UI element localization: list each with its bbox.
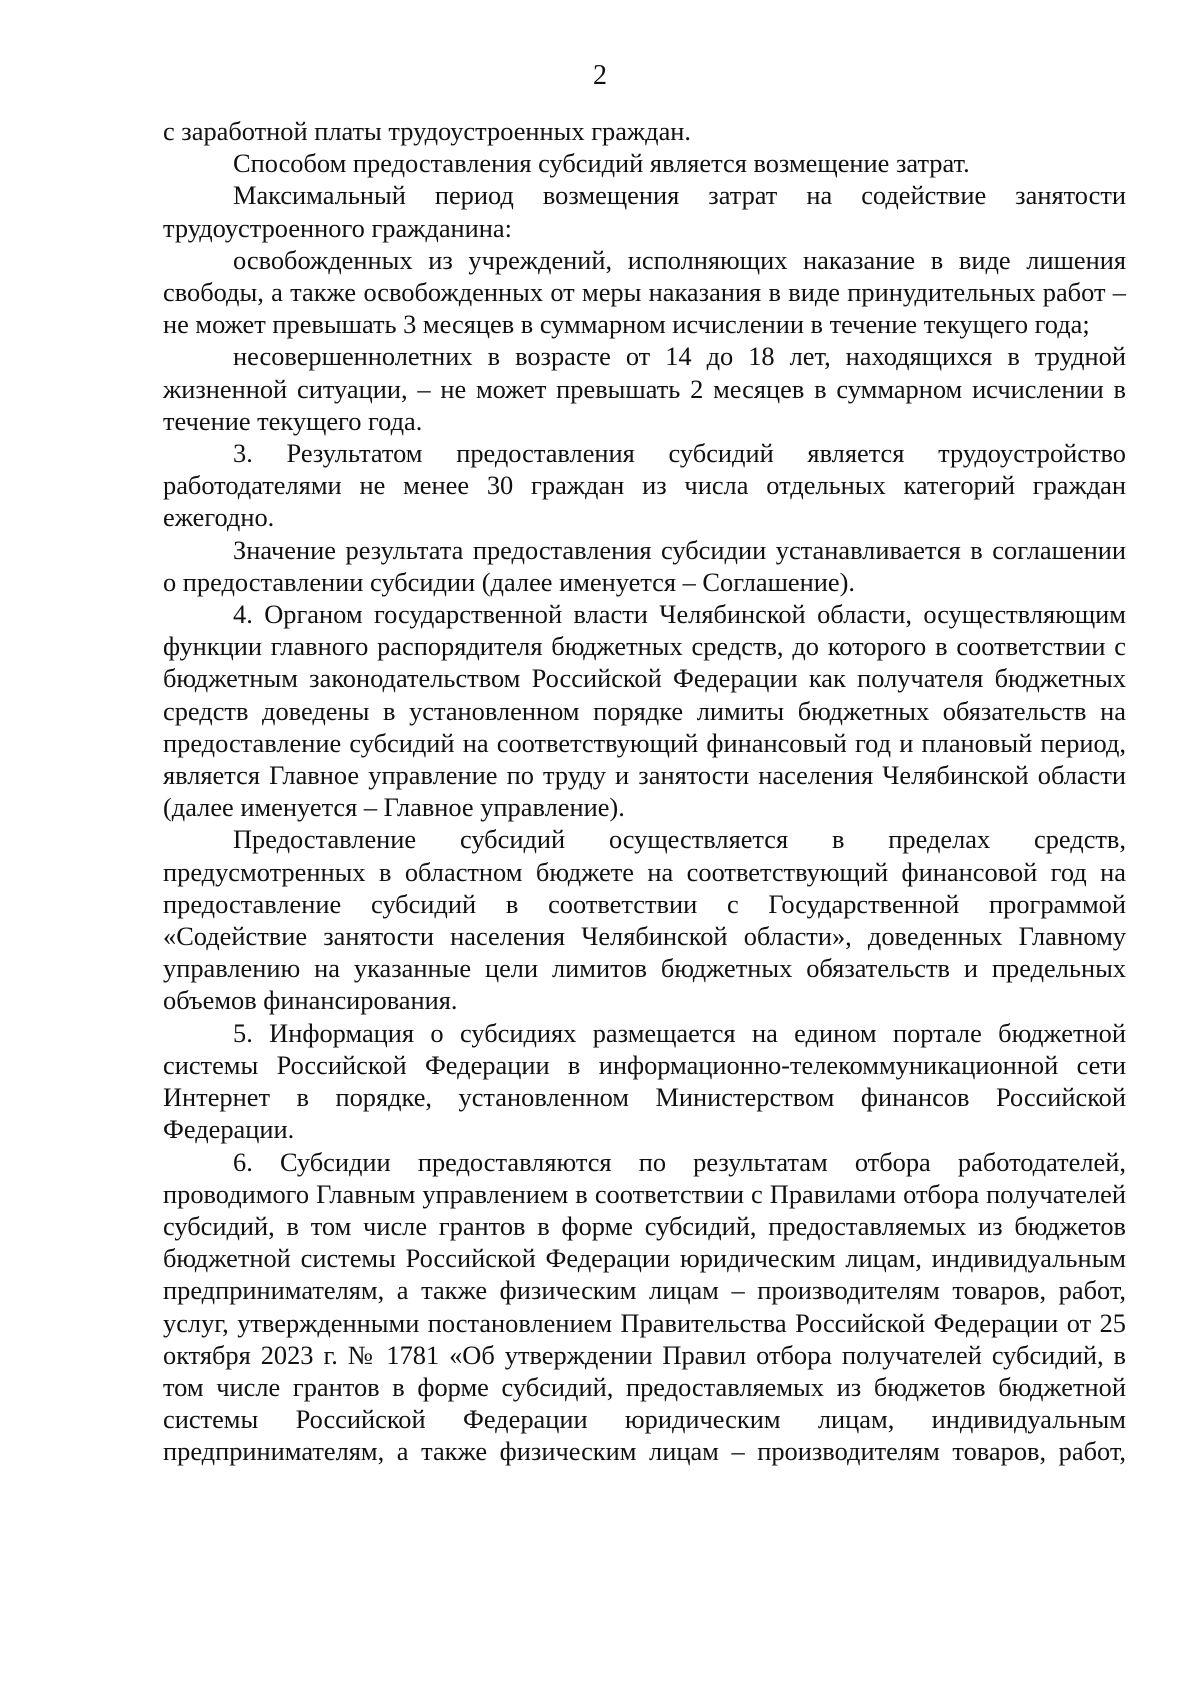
paragraph-item-3: 3. Результатом предоставления субсидий является трудоустройство работодателями не менее 30 граждан из числа отдельных категорий граждан ежегодно. [163, 438, 1126, 533]
paragraph-result-value: Значение результата предоставления субсидии устанавливается в соглашении о предоставлении субсидии (далее именуется – Соглашение). [163, 534, 1126, 597]
document-body [163, 115, 1126, 1468]
paragraph-item-5: 5. Информация о субсидиях размещается на едином портале бюджетной системы Российской Федерации в информационно-телекоммуникационной сети Интернет в порядке, установленном Министерством финансов Российской Федерации. [163, 1017, 1126, 1145]
paragraph-method: Способом предоставления субсидий является возмещение затрат. [233, 148, 970, 179]
page-number: 2 [593, 60, 607, 91]
paragraph-max-period: Максимальный период возмещения затрат на содействие занятости трудоустроенного гражданина: [163, 180, 1126, 243]
paragraph-item-6: 6. Субсидии предоставляются по результатам отбора работодателей, проводимого Главным управлением в соответствии с Правилами отбора получателей субсидий, в том числе грантов в форме субсидий, предоставляемых из бюджетов бюджетной системы Российской Федерации юридическим лицам, индивидуальным предпринимателям, а также физическим лицам – производителям товаров, работ, услуг, утвержденными постановлением Правительства Российской Федерации от 25 октября 2023 г. № 1781 «Об утверждении Правил отбора получателей субсидий, в том числе грантов в форме субсидий, предоставляемых из бюджетов бюджетной системы Российской Федерации юридическим лицам, индивидуальным предпринимателям, а также физическим лицам – производителям товаров, работ, [163, 1146, 1126, 1467]
paragraph-item-4: 4. Органом государственной власти Челябинской области, осуществляющим функции главного распорядителя бюджетных средств, до которого в соответствии с бюджетным законодательством Российской Федерации как получателя бюджетных средств доведены в установленном порядке лимиты бюджетных обязательств на предоставление субсидий на соответствующий финансовый год и плановый период, является Главное управление по труду и занятости населения Челябинской области (далее именуется – Главное управление). [163, 599, 1126, 823]
paragraph-funding: Предоставление субсидий осуществляется в пределах средств, предусмотренных в областном бюджете на соответствующий финансовой год на предоставление субсидий в соответствии с Государственной программой «Содействие занятости населения Челябинской области», доведенных Главному управлению на указанные цели лимитов бюджетных обязательств и предельных объемов финансирования. [163, 824, 1126, 1016]
paragraph-continuation: с заработной платы трудоустроенных граждан. [163, 116, 692, 146]
paragraph-released-persons: освобожденных из учреждений, исполняющих наказание в виде лишения свободы, а также освобожденных от меры наказания в виде принудительных работ – не может превышать 3 месяцев в суммарном исчислении в течение текущего года; [163, 244, 1126, 340]
paragraph-minors: несовершеннолетних в возрасте от 14 до 18 лет, находящихся в трудной жизненной ситуации, – не может превышать 2 месяцев в суммарном исчислении в течение текущего года. [163, 341, 1126, 436]
